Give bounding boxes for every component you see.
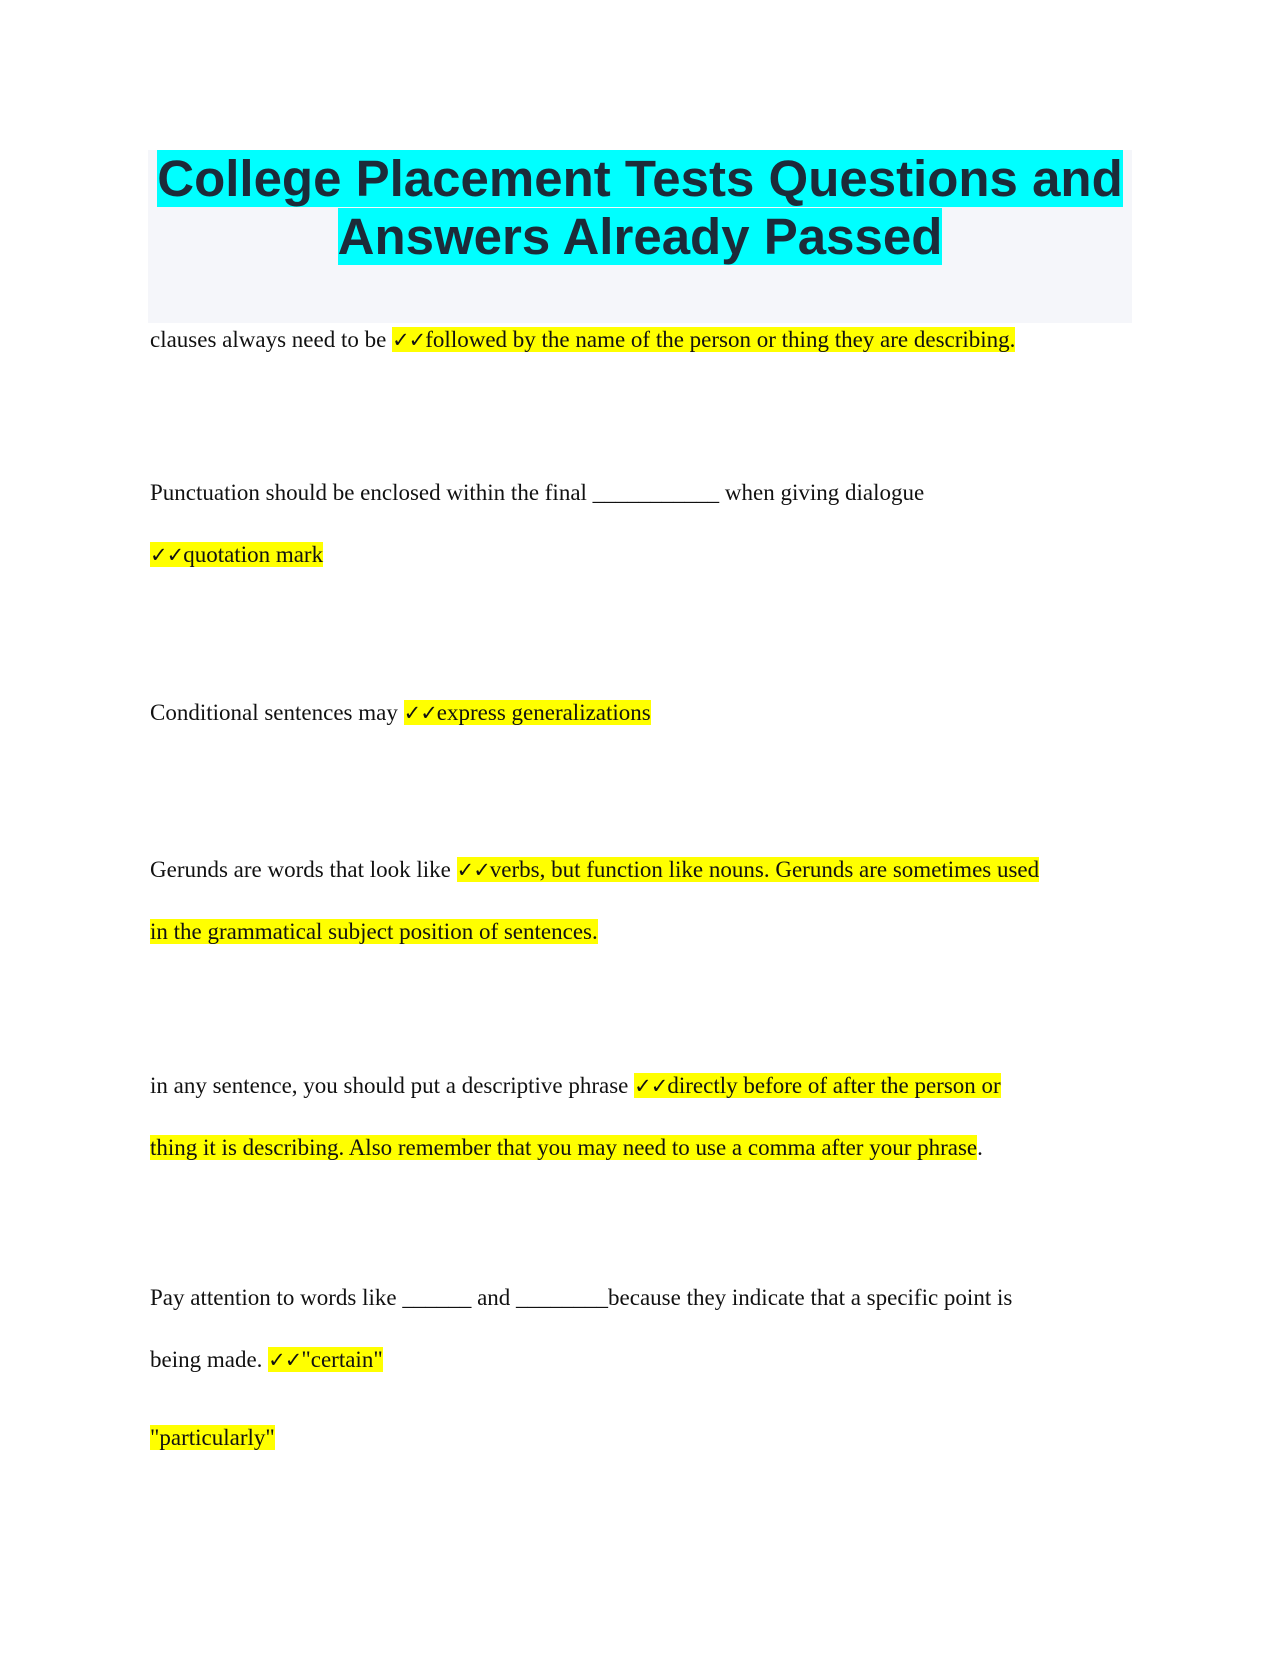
- answer-highlight: [392, 327, 1015, 352]
- double-check-icon: ✓✓: [403, 701, 437, 725]
- qa-line: [150, 1420, 1140, 1456]
- answer-highlight: [268, 1347, 383, 1372]
- answer-text: directly before of after the person or: [667, 1073, 1001, 1098]
- double-check-icon: ✓✓: [150, 543, 184, 567]
- answer-highlight: [634, 1073, 1001, 1098]
- double-check-icon: ✓✓: [634, 1074, 668, 1098]
- qa-line: [150, 1130, 1140, 1166]
- qa-line: [150, 322, 1140, 358]
- qa-line: [150, 695, 1140, 731]
- answer-highlight: [457, 857, 1040, 882]
- qa-line: [150, 1342, 1140, 1378]
- answer-text: quotation mark: [183, 542, 324, 567]
- answer-highlight: [404, 700, 651, 725]
- qa-item: [150, 852, 1140, 950]
- question-text: Conditional sentences may: [150, 700, 404, 725]
- answer-highlight: thing it is describing. Also remember that you may need to use a comma after your phrase: [150, 1135, 978, 1160]
- double-check-icon: ✓✓: [392, 328, 426, 352]
- qa-item: [150, 475, 1140, 573]
- trailing-punctuation: .: [977, 1135, 983, 1160]
- qa-line: [150, 537, 1140, 573]
- document-title: [148, 150, 1132, 266]
- question-text-cont: being made.: [150, 1347, 269, 1372]
- question-text: Pay attention to words like ______ and ________because they indicate that a specific point is: [150, 1285, 1013, 1310]
- question-text: Punctuation should be enclosed within the final ___________ when giving dialogue: [150, 480, 925, 505]
- qa-item: [150, 1280, 1140, 1456]
- qa-line: [150, 1068, 1140, 1104]
- double-check-icon: ✓✓: [456, 858, 490, 882]
- question-text: clauses always need to be: [150, 327, 393, 352]
- title-box: [148, 150, 1132, 323]
- qa-line: [150, 852, 1140, 888]
- qa-item: [150, 1068, 1140, 1166]
- answer-text: "certain": [301, 1347, 383, 1372]
- qa-line: [150, 1280, 1140, 1316]
- title-line-2: Answers Already Passed: [337, 208, 943, 265]
- answer-text: verbs, but function like nouns. Gerunds are sometimes used: [489, 857, 1040, 882]
- answer-highlight: "particularly": [150, 1425, 275, 1450]
- question-text: in any sentence, you should put a descriptive phrase: [150, 1073, 635, 1098]
- qa-item: [150, 695, 1140, 731]
- qa-line: [150, 475, 1140, 511]
- answer-highlight: in the grammatical subject position of sentences.: [150, 919, 598, 944]
- qa-line: [150, 914, 1140, 950]
- answer-text: followed by the name of the person or thing they are describing.: [425, 327, 1016, 352]
- qa-item: [150, 322, 1140, 358]
- answer-text: express generalizations: [436, 700, 651, 725]
- double-check-icon: ✓✓: [268, 1348, 302, 1372]
- question-text: Gerunds are words that look like: [150, 857, 457, 882]
- title-line-1: College Placement Tests Questions and: [157, 150, 1123, 207]
- answer-highlight: [150, 542, 323, 567]
